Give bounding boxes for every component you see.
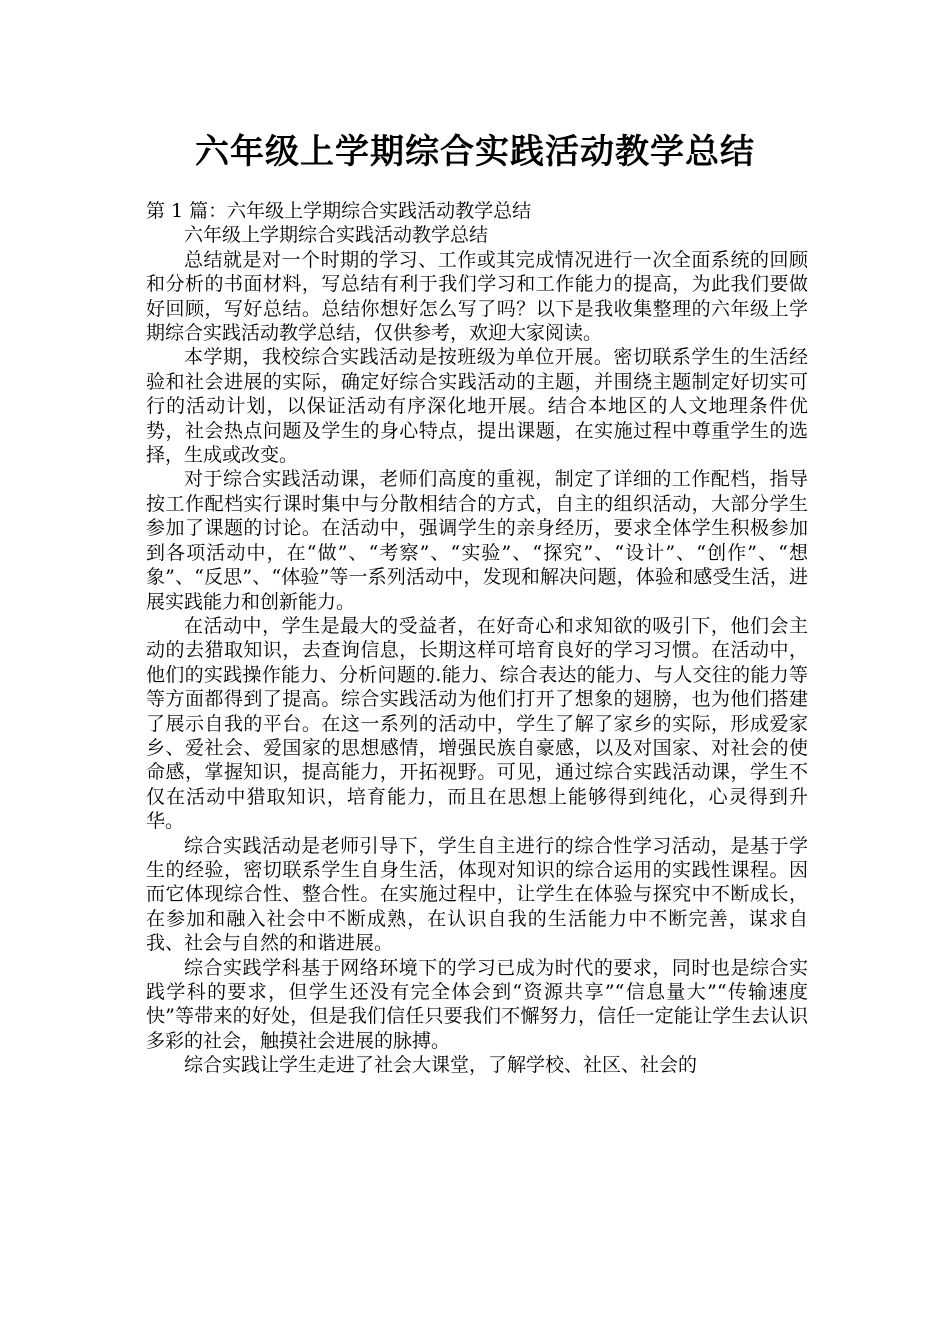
paragraph: 综合实践让学生走进了社会大课堂，了解学校、社区、社会的 — [184, 1054, 698, 1077]
section-heading: 第 1 篇：六年级上学期综合实践活动教学总结 — [146, 200, 532, 222]
paragraph: 综合实践活动是老师引导下，学生自主进行的综合性学习活动，是基于学生的经验，密切联系学生自身生活，体现对知识的综合运用的实践性课程。因而它体现综合性、整合性。在实施过程中，让学生在体验与探究中不断成长，在参加和融入社会中不断成熟，在认识自我的生活能力中不断完善，谋求自我、社会与自然的和谐进展。 — [146, 834, 808, 955]
paragraph: 对于综合实践活动课，老师们高度的重视，制定了详细的工作配档，指导按工作配档实行课时集中与分散相结合的方式，自主的组织活动，大部分学生参加了课题的讨论。在活动中，强调学生的亲身经历，要求全体学生积极参加到各项活动中，在“做”、“考察”、“实验”、“探究”、“设计”、“创作”、“想象”、“反思”、“体验”等一系列活动中，发现和解决问题，体验和感受生活，进展实践能力和创新能力。 — [146, 468, 808, 613]
document-body — [146, 199, 808, 1078]
paragraph: 本学期，我校综合实践活动是按班级为单位开展。密切联系学生的生活经验和社会进展的实际，确定好综合实践活动的主题，并围绕主题制定好切实可行的活动计划，以保证活动有序深化地开展。结合本地区的人文地理条件优势，社会热点问题及学生的身心特点，提出课题，在实施过程中尊重学生的选择，生成或改变。 — [146, 346, 808, 467]
document-subtitle: 六年级上学期综合实践活动教学总结 — [184, 224, 489, 247]
paragraph: 总结就是对一个时期的学习、工作或其完成情况进行一次全面系统的回顾和分析的书面材料，写总结有利于我们学习和工作能力的提高，为此我们要做好回顾，写好总结。总结你想好怎么写了吗？以下是我收集整理的六年级上学期综合实践活动教学总结，仅供参考，欢迎大家阅读。 — [146, 248, 808, 345]
document-title: 六年级上学期综合实践活动教学总结 — [195, 132, 755, 172]
paragraph: 在活动中，学生是最大的受益者，在好奇心和求知欲的吸引下，他们会主动的去猎取知识，去查询信息，长期这样可培育良好的学习习惯。在活动中，他们的实践操作能力、分析问题的.能力、综合表达的能力、与人交往的能力等等方面都得到了提高。综合实践活动为他们打开了想象的翅膀，也为他们搭建了展示自我的平台。在这一系列的活动中，学生了解了家乡的实际，形成爱家乡、爱社会、爱国家的思想感情，增强民族自豪感，以及对国家、对社会的使命感，掌握知识，提高能力，开拓视野。可见，通过综合实践活动课，学生不仅在活动中猎取知识，培育能力，而且在思想上能够得到纯化，心灵得到升华。 — [146, 614, 808, 833]
paragraph: 综合实践学科基于网络环境下的学习已成为时代的要求，同时也是综合实践学科的要求，但学生还没有完全体会到“资源共享”“信息量大”“传输速度快”等带来的好处，但是我们信任只要我们不懈努力，信任一定能让学生去认识多彩的社会，触摸社会进展的脉搏。 — [146, 956, 808, 1052]
